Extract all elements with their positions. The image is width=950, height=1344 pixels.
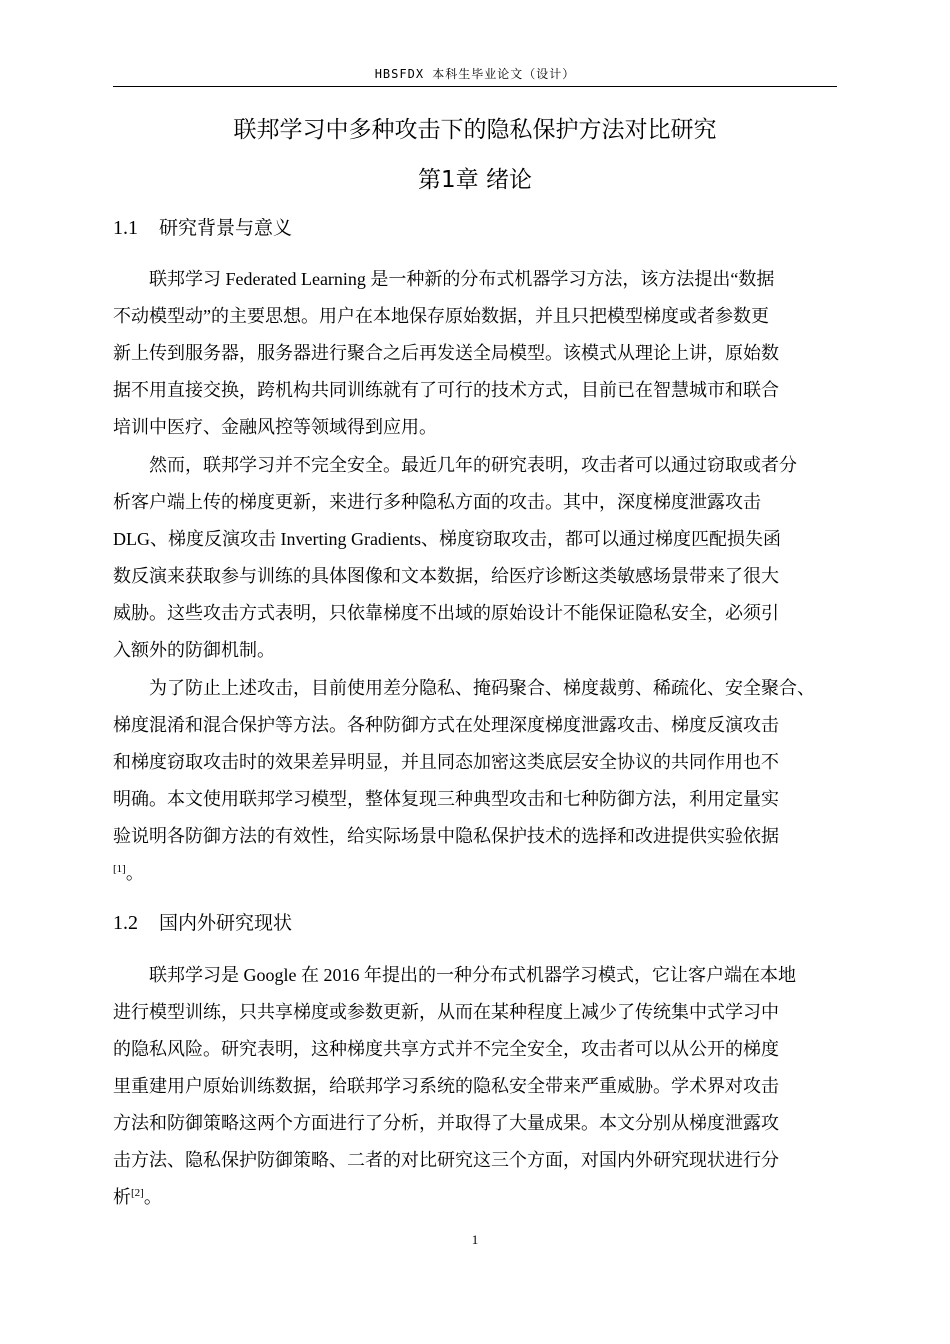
paragraph-research-status xyxy=(113,957,837,1216)
paragraph-line: 析客户端上传的梯度更新，来进行多种隐私方面的攻击。其中，深度梯度泄露攻击 xyxy=(113,492,761,512)
paragraph-line-end xyxy=(113,1179,837,1216)
paragraph-line: 联邦学习 Federated Learning 是一种新的分布式机器学习方法，该方法提出“数据 xyxy=(149,269,775,289)
paragraph-line-end xyxy=(113,855,837,892)
paragraph-line: 联邦学习是 Google 在 2016 年提出的一种分布式机器学习模式，它让客户端在本地 xyxy=(149,965,796,985)
header-rule xyxy=(113,86,837,87)
paragraph-line: 数反演来获取参与训练的具体图像和文本数据，给医疗诊断这类敏感场景带来了很大 xyxy=(113,566,779,586)
section-number: 1.1 xyxy=(113,217,138,239)
sentence-end: 。 xyxy=(143,1187,162,1207)
paragraph-line: 新上传到服务器，服务器进行聚合之后再发送全局模型。该模式从理论上讲，原始数 xyxy=(113,343,779,363)
last-line-text: 析 xyxy=(113,1187,131,1207)
section-number: 1.2 xyxy=(113,912,138,934)
chapter-title: 第1章 绪论 xyxy=(418,167,532,193)
section-heading-1-1 xyxy=(113,212,292,244)
paragraph-line: 方法和防御策略这两个方面进行了分析，并取得了大量成果。本文分别从梯度泄露攻 xyxy=(113,1113,779,1133)
paragraph-line: 培训中医疗、金融风控等领域得到应用。 xyxy=(113,417,437,437)
paragraph-line: DLG、梯度反演攻击 Inverting Gradients、梯度窃取攻击，都可以通过梯度匹配损失函 xyxy=(113,529,781,549)
paragraph-line: 验说明各防御方法的有效性，给实际场景中隐私保护技术的选择和改进提供实验依据 xyxy=(113,826,779,846)
paragraph-background-1 xyxy=(113,261,837,446)
paragraph-line: 入额外的防御机制。 xyxy=(113,640,275,660)
section-heading-1-2 xyxy=(113,907,292,939)
paragraph-line: 梯度混淆和混合保护等方法。各种防御方式在处理深度梯度泄露攻击、梯度反演攻击 xyxy=(113,715,779,735)
citation-marker: [2] xyxy=(131,1187,144,1199)
paragraph-line: 不动模型动”的主要思想。用户在本地保存原始数据，并且只把模型梯度或者参数更 xyxy=(113,306,769,326)
paragraph-background-2 xyxy=(113,447,837,669)
section-title: 国内外研究现状 xyxy=(159,912,293,934)
paragraph-line: 威胁。这些攻击方式表明，只依靠梯度不出域的原始设计不能保证隐私安全，必须引 xyxy=(113,603,779,623)
document-title: 联邦学习中多种攻击下的隐私保护方法对比研究 xyxy=(233,117,717,143)
paragraph-line: 为了防止上述攻击，目前使用差分隐私、掩码聚合、梯度裁剪、稀疏化、安全聚合、 xyxy=(149,678,815,698)
running-header: HBSFDX 本科生毕业论文（设计） xyxy=(374,67,576,81)
paragraph-line: 击方法、隐私保护防御策略、二者的对比研究这三个方面，对国内外研究现状进行分 xyxy=(113,1150,779,1170)
paragraph-line: 进行模型训练，只共享梯度或参数更新，从而在某种程度上减少了传统集中式学习中 xyxy=(113,1002,779,1022)
paragraph-line: 明确。本文使用联邦学习模型，整体复现三种典型攻击和七种防御方法，利用定量实 xyxy=(113,789,779,809)
paragraph-line: 和梯度窃取攻击时的效果差异明显，并且同态加密这类底层安全协议的共同作用也不 xyxy=(113,752,779,772)
paragraph-background-3 xyxy=(113,670,837,892)
sentence-end: 。 xyxy=(125,863,144,883)
citation-marker: [1] xyxy=(113,863,126,875)
paragraph-line: 据不用直接交换，跨机构共同训练就有了可行的技术方式，目前已在智慧城市和联合 xyxy=(113,380,779,400)
page-number: 1 xyxy=(471,1232,479,1247)
section-title: 研究背景与意义 xyxy=(159,217,293,239)
paragraph-line: 的隐私风险。研究表明，这种梯度共享方式并不完全安全，攻击者可以从公开的梯度 xyxy=(113,1039,779,1059)
paragraph-line: 然而，联邦学习并不完全安全。最近几年的研究表明，攻击者可以通过窃取或者分 xyxy=(149,455,797,475)
paragraph-line: 里重建用户原始训练数据，给联邦学习系统的隐私安全带来严重威胁。学术界对攻击 xyxy=(113,1076,779,1096)
